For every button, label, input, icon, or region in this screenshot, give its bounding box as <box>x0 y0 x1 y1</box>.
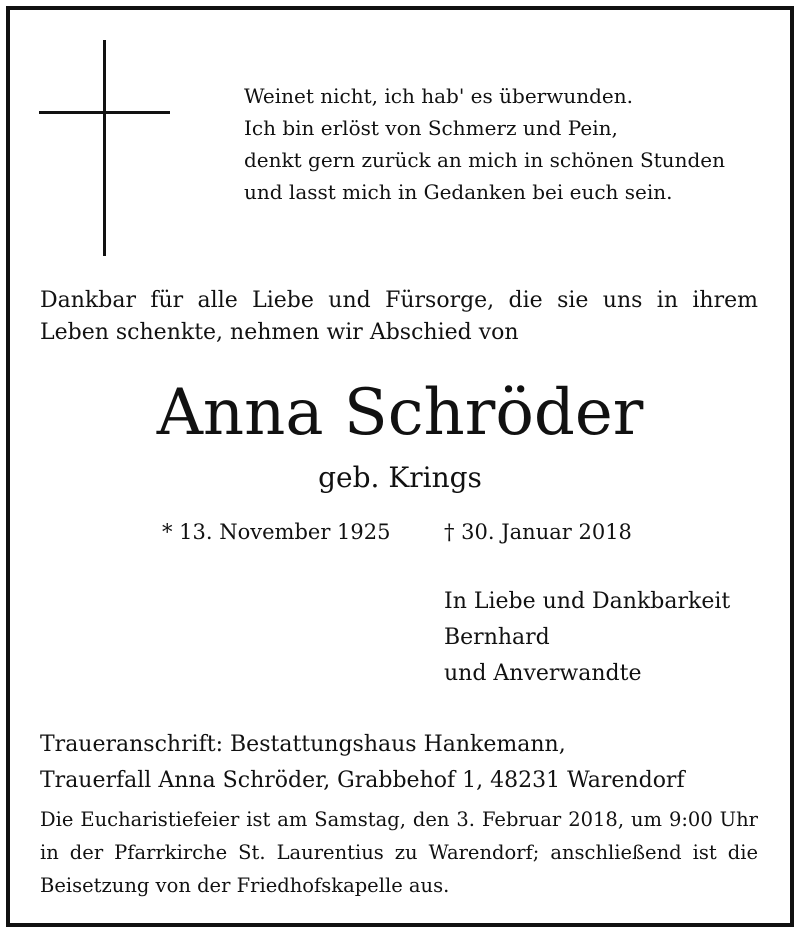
poem-line: und lasst mich in Gedanken bei euch sein. <box>244 180 673 204</box>
maiden-name: geb. Krings <box>318 461 482 494</box>
poem-line: Ich bin erlöst von Schmerz und Pein, <box>244 116 618 140</box>
address-line: Trauerfall Anna Schröder, Grabbehof 1, 48231 Warendorf <box>40 768 685 793</box>
signature-block <box>444 584 730 692</box>
cross-vertical-bar <box>103 40 106 256</box>
mourning-address <box>40 727 685 799</box>
death-date: † 30. Januar 2018 <box>444 520 632 544</box>
address-line: Traueranschrift: Bestattungshaus Hankemann, <box>40 732 566 757</box>
poem-line: denkt gern zurück an mich in schönen Stunden <box>244 148 725 172</box>
service-info: Die Eucharistiefeier ist am Samstag, den 3. Februar 2018, um 9:00 Uhr in der Pfarrkirche St. Laurentius zu Warendorf; anschließend ist die Beisetzung von der Friedhofskapelle aus. <box>40 808 758 897</box>
poem-line: Weinet nicht, ich hab' es überwunden. <box>244 84 633 108</box>
cross-horizontal-bar <box>39 111 170 114</box>
signature-line: Bernhard <box>444 625 550 650</box>
signature-line: und Anverwandte <box>444 661 642 686</box>
signature-line: In Liebe und Dankbarkeit <box>444 589 731 614</box>
deceased-name: Anna Schröder <box>156 376 644 450</box>
poem <box>244 80 725 208</box>
birth-date: * 13. November 1925 <box>162 520 391 544</box>
intro-text: Dankbar für alle Liebe und Fürsorge, die sie uns in ihrem Leben schenkte, nehmen wir Abschied von <box>40 288 758 345</box>
